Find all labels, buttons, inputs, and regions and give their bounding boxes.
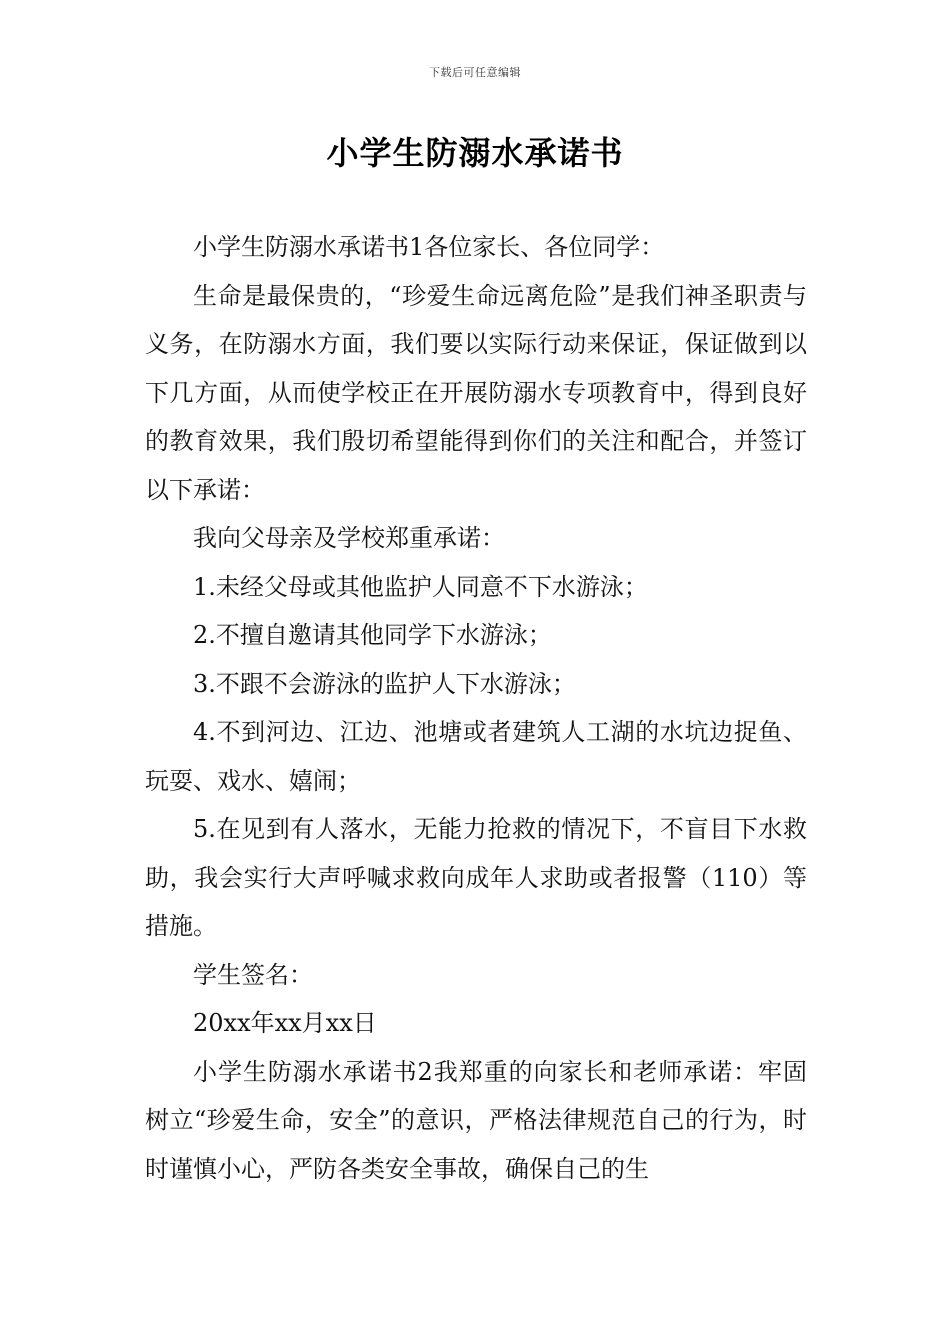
paragraph-intro: 生命是最保贵的，“珍爱生命远离危险”是我们神圣职责与义务，在防溺水方面，我们要以实际行动来保证，保证做到以下几方面，从而使学校正在开展防溺水专项教育中，得到良好的教育效果，我们殷切希望能得到你们的关注和配合，并签订以下承诺： — [145, 281, 807, 504]
paragraph-second-pledge: 小学生防溺水承诺书2我郑重的向家长和老师承诺：牢固树立“珍爱生命，安全”的意识，严格法律规范自己的行为，时时谨慎小心，严防各类安全事故，确保自己的生 — [145, 1057, 807, 1183]
pledge-item-5: 5.在见到有人落水，无能力抢救的情况下，不盲目下水救助，我会实行大声呼喊求救向成年人求助或者报警（110）等措施。 — [145, 815, 807, 940]
header-note: 下载后可任意编辑 — [429, 66, 521, 79]
date-line: 20xx年xx月xx日 — [193, 1009, 377, 1037]
document-body — [145, 223, 807, 1193]
paragraph-pledge-lead: 我向父母亲及学校郑重承诺： — [193, 524, 505, 552]
paragraph-greeting: 小学生防溺水承诺书1各位家长、各位同学： — [193, 233, 665, 261]
pledge-item-1: 1.未经父母或其他监护人同意不下水游泳； — [193, 572, 648, 601]
pledge-item-3: 3.不跟不会游泳的监护人下水游泳； — [193, 669, 576, 698]
document-title: 小学生防溺水承诺书 — [326, 134, 624, 172]
signature-line: 学生签名： — [193, 960, 313, 989]
pledge-item-4: 4.不到河边、江边、池塘或者建筑人工湖的水坑边捉鱼、玩耍、戏水、嬉闹； — [145, 718, 807, 795]
pledge-item-2: 2.不擅自邀请其他同学下水游泳； — [193, 621, 552, 649]
